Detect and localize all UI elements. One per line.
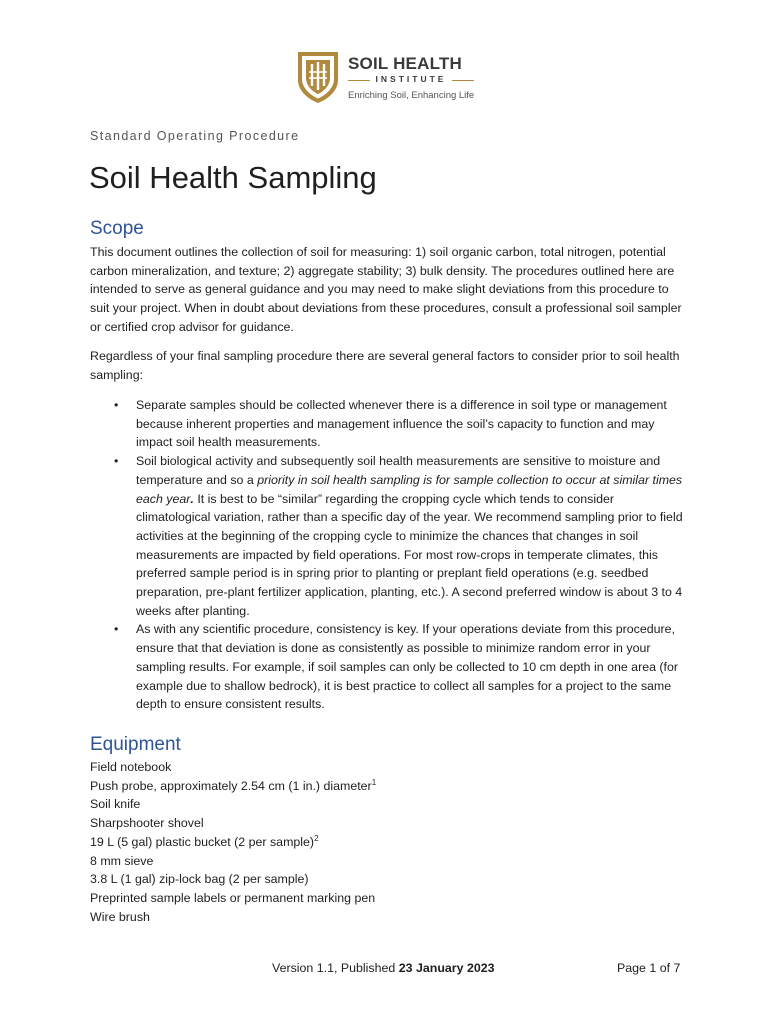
- bullet-icon: •: [114, 622, 119, 637]
- footnote-ref[interactable]: 2: [314, 833, 319, 843]
- scope-paragraph-2: Regardless of your final sampling procedure there are several general factors to consider prior to soil health sampling:: [90, 349, 680, 382]
- bullet-emphasis-bold: .: [190, 491, 194, 506]
- scope-paragraph-1: This document outlines the collection of soil for measuring: 1) soil organic carbon, total nitrogen, potential carbon mineralization, and texture; 2) aggregate stability; 3) bulk density. The procedures outlined here are intended to serve as general guidance and you may need to make slight deviations from this procedure to suit your project. When in doubt about deviations from these procedures, consult a professional soil sampler or certified crop advisor for guidance.: [90, 245, 682, 334]
- list-item: Sharpshooter shovel: [90, 816, 204, 831]
- list-item: Wire brush: [90, 909, 150, 924]
- bullet-text: As with any scientific procedure, consistency is key. If your operations deviate from this procedure, ensure that that deviation is done as consistently as possible to minimize random error in your sampling results. For example, if soil samples can only be collected to 10 cm depth in one area (for example due to shallow bedrock), it is best practice to collect all samples for a project to the same depth to ensure consistent results.: [136, 622, 679, 712]
- bullet-text: It is best to be “similar” regarding the cropping cycle which tends to consider climatological variation, rather than a specific day of the year. We recommend sampling prior to field activities at the beginning of the cropping cycle to minimize the chances that changes in soil measurements are impacted by field operations. For most row-crops in temperate climates, this preferred sample period is in spring prior to planting or preplant field operations (e.g. seedbed preparation, pre-plant fertilizer application, planting, etc.). A second preferred window is about 3 to 4 weeks after planting.: [136, 491, 683, 618]
- footer-version: Version 1.1, Published 23 January 2023: [272, 961, 495, 975]
- list-item: [110, 452, 690, 620]
- list-item: Soil knife: [90, 797, 141, 812]
- logo-brand: SOIL HEALTH: [348, 54, 462, 73]
- footnote-ref[interactable]: 1: [371, 777, 377, 787]
- page-title: Soil Health Sampling: [89, 160, 377, 195]
- list-item: [110, 620, 690, 714]
- equipment-list: [90, 758, 376, 926]
- scope-bullet-list: [110, 396, 690, 714]
- list-item: 8 mm sieve: [90, 853, 154, 868]
- equipment-heading: Equipment: [90, 734, 181, 755]
- bullet-text: Separate samples should be collected whenever there is a difference in soil type or management because inherent properties and management influence the soil’s capacity to function and may impact soil health measurements.: [136, 398, 667, 450]
- scope-heading: Scope: [90, 218, 144, 239]
- bullet-icon: •: [114, 454, 119, 469]
- bullet-text: Soil biological activity and subsequently soil health measurements are sensitive to moisture and temperature and so a: [136, 454, 661, 487]
- logo-institute: INSTITUTE: [375, 74, 447, 84]
- bullet-icon: •: [114, 398, 119, 412]
- list-item: [110, 396, 690, 452]
- shield-logo-icon: [296, 50, 340, 104]
- soil-health-institute-logo: [296, 50, 486, 106]
- list-item: Field notebook: [90, 760, 172, 774]
- bullet-emphasis: priority in soil health sampling is for sample collection to occur at similar times each year: [136, 472, 683, 506]
- logo-tagline: Enriching Soil, Enhancing Life: [348, 90, 475, 101]
- list-item: Push probe, approximately 2.54 cm (1 in.) diameter$^1$: [90, 777, 377, 793]
- list-item: 19 L (5 gal) plastic bucket (2 per sample)$^2$: [90, 833, 319, 849]
- list-item: Preprinted sample labels or permanent marking pen: [90, 890, 376, 905]
- doc-type-label: Standard Operating Procedure: [90, 129, 300, 143]
- footer-page-number: Page 1 of 7: [617, 961, 681, 975]
- list-item: 3.8 L (1 gal) zip-lock bag (2 per sample): [90, 872, 309, 887]
- logo-institute-row: [348, 75, 474, 85]
- footer-date: 23 January 2023: [398, 961, 495, 975]
